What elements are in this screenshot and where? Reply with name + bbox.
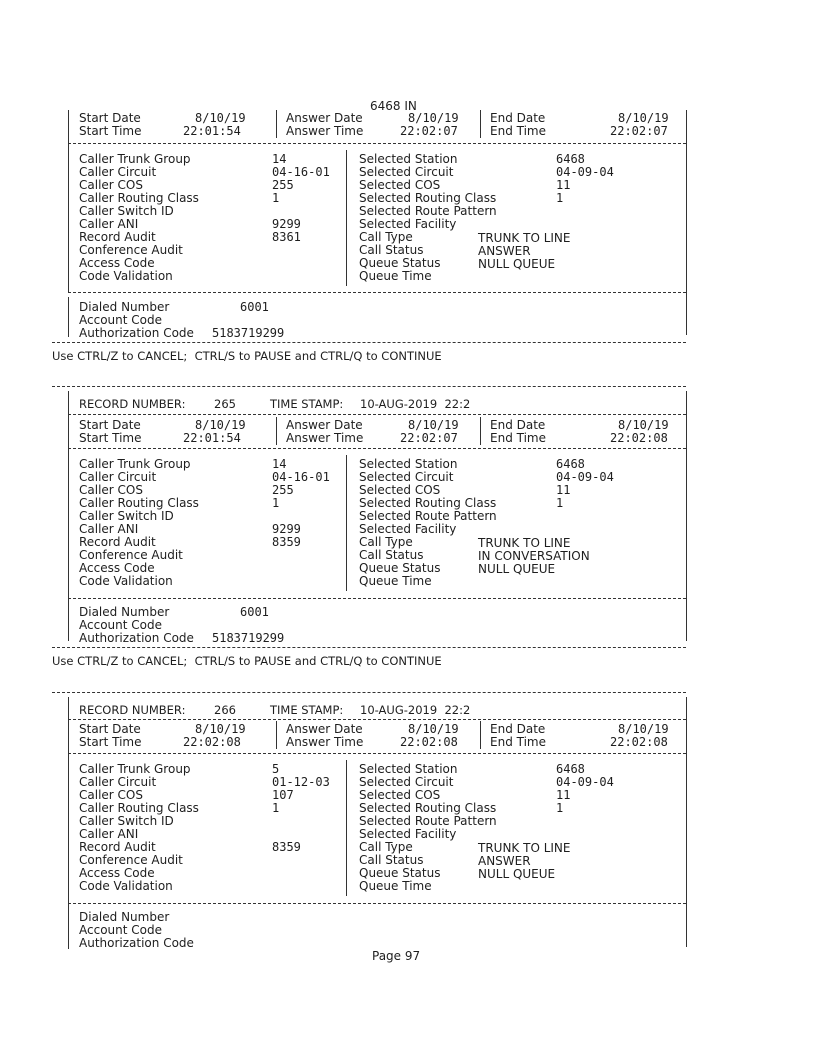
right-field-labels — [359, 763, 497, 893]
field-label: Queue Status — [359, 866, 441, 880]
field-value: 11 — [556, 483, 571, 497]
field-value: 9299 — [272, 217, 301, 231]
field-value: 6468 — [556, 152, 585, 166]
answer-time-label: Answer Time — [286, 124, 364, 138]
field-value: 8361 — [272, 230, 301, 244]
field-value: 04-16-01 — [272, 470, 330, 484]
start-date-value: 8/10/19 — [195, 111, 246, 125]
field-value: 1 — [556, 801, 564, 815]
field-label: Authorization Code — [79, 936, 194, 950]
field-value: 9299 — [272, 522, 301, 536]
field-label: Caller Circuit — [79, 775, 157, 789]
divider-line — [68, 292, 686, 293]
divider-line — [52, 342, 686, 343]
box-left-border — [68, 297, 69, 337]
left-field-values — [272, 153, 330, 244]
field-label: Queue Time — [359, 574, 432, 588]
right-field-values — [478, 842, 570, 881]
timestamp-label: TIME STAMP: — [270, 397, 344, 411]
end-date-value: 8/10/19 — [618, 111, 669, 125]
answer-time-label: Answer Time — [286, 431, 364, 445]
field-label: Call Status — [359, 853, 424, 867]
answer-date-value: 8/10/19 — [408, 111, 459, 125]
field-label: Record Audit — [79, 230, 156, 244]
field-value: 1 — [272, 191, 280, 205]
page-number: Page 97 — [372, 949, 421, 963]
field-label: Call Status — [359, 548, 424, 562]
field-label: Authorization Code — [79, 326, 194, 340]
start-date-label: Start Date — [79, 722, 141, 736]
field-label: Dialed Number — [79, 910, 170, 924]
field-label: Queue Time — [359, 269, 432, 283]
timestamp-label: TIME STAMP: — [270, 703, 344, 717]
field-value: 255 — [272, 178, 294, 192]
field-label: Selected Facility — [359, 827, 457, 841]
field-value: 14 — [272, 152, 287, 166]
end-date-value: 8/10/19 — [618, 418, 669, 432]
end-time-value: 22:02:08 — [610, 431, 668, 445]
answer-date-label: Answer Date — [286, 418, 363, 432]
left-field-labels — [79, 153, 199, 283]
record-header: 6468 IN — [370, 99, 417, 113]
field-label: Code Validation — [79, 879, 173, 893]
field-value: 04-09-04 — [556, 470, 614, 484]
field-label: Selected Station — [359, 762, 458, 776]
field-value: 11 — [556, 178, 571, 192]
field-label: Selected Route Pattern — [359, 509, 497, 523]
field-label: Caller ANI — [79, 217, 139, 231]
record-number-label: RECORD NUMBER: — [79, 397, 186, 411]
field-label: Caller COS — [79, 483, 143, 497]
field-label: Caller Trunk Group — [79, 762, 191, 776]
field-label: Caller Trunk Group — [79, 152, 191, 166]
field-label: Caller Switch ID — [79, 204, 174, 218]
field-value: 14 — [272, 457, 287, 471]
answer-time-value: 22:02:07 — [400, 124, 458, 138]
field-value: TRUNK TO LINE — [478, 536, 571, 550]
box-left-border — [68, 391, 69, 608]
field-value: 255 — [272, 483, 294, 497]
field-label: Queue Time — [359, 879, 432, 893]
field-label: Account Code — [79, 313, 162, 327]
field-label: Selected COS — [359, 483, 441, 497]
column-divider — [480, 417, 481, 445]
right-field-values — [478, 537, 590, 576]
field-label: Code Validation — [79, 269, 173, 283]
field-label: Caller Routing Class — [79, 496, 199, 510]
record-number: 266 — [214, 703, 236, 717]
field-value: 04-09-04 — [556, 775, 614, 789]
column-divider — [276, 110, 277, 138]
column-divider — [346, 150, 347, 286]
field-label: Caller Circuit — [79, 165, 157, 179]
field-label: Conference Audit — [79, 853, 183, 867]
field-label: Caller ANI — [79, 827, 139, 841]
end-time-label: End Time — [490, 735, 546, 749]
authorization-code-value: 5183719299 — [212, 326, 285, 340]
field-value: 6468 — [556, 762, 585, 776]
end-time-label: End Time — [490, 431, 546, 445]
field-label: Selected Facility — [359, 217, 457, 231]
record-number-label: RECORD NUMBER: — [79, 703, 186, 717]
end-date-label: End Date — [490, 111, 546, 125]
field-value: 1 — [272, 496, 280, 510]
field-label: Selected Routing Class — [359, 801, 497, 815]
column-divider — [346, 455, 347, 591]
end-time-label: End Time — [490, 124, 546, 138]
start-date-label: Start Date — [79, 418, 141, 432]
column-divider — [276, 417, 277, 445]
field-value: 8359 — [272, 535, 301, 549]
field-label: Selected Routing Class — [359, 191, 497, 205]
answer-time-value: 22:02:07 — [400, 431, 458, 445]
field-label: Queue Status — [359, 256, 441, 270]
left-field-values — [272, 458, 330, 549]
field-label: Selected Routing Class — [359, 496, 497, 510]
divider-line — [68, 719, 686, 720]
start-time-label: Start Time — [79, 431, 142, 445]
column-divider — [480, 110, 481, 138]
divider-line — [52, 692, 686, 693]
start-time-value: 22:01:54 — [183, 431, 241, 445]
field-label: Selected Circuit — [359, 775, 454, 789]
dialed-number-value: 6001 — [240, 300, 269, 314]
field-label: Selected COS — [359, 178, 441, 192]
field-label: Conference Audit — [79, 548, 183, 562]
field-value: 04-16-01 — [272, 165, 330, 179]
field-label: Access Code — [79, 256, 155, 270]
field-label: Caller Switch ID — [79, 814, 174, 828]
field-label: Selected Facility — [359, 522, 457, 536]
end-date-value: 8/10/19 — [618, 722, 669, 736]
column-divider — [480, 721, 481, 749]
field-label: Account Code — [79, 618, 162, 632]
field-value: 5 — [272, 762, 280, 776]
divider-line — [68, 598, 686, 599]
field-label: Caller Routing Class — [79, 191, 199, 205]
answer-date-value: 8/10/19 — [408, 418, 459, 432]
bottom-field-labels — [79, 301, 194, 340]
field-label: Queue Status — [359, 561, 441, 575]
field-value: ANSWER — [478, 854, 531, 868]
right-field-values — [478, 232, 570, 271]
dialed-number-value: 6001 — [240, 605, 269, 619]
field-label: Selected Route Pattern — [359, 204, 497, 218]
field-value: 01-12-03 — [272, 775, 330, 789]
left-field-values — [272, 763, 330, 854]
right-field-values — [556, 763, 614, 815]
start-time-value: 22:02:08 — [183, 735, 241, 749]
end-time-value: 22:02:07 — [610, 124, 668, 138]
field-label: Authorization Code — [79, 631, 194, 645]
field-label: Record Audit — [79, 535, 156, 549]
field-value: TRUNK TO LINE — [478, 231, 571, 245]
timestamp-value: 10-AUG-2019 22:2 — [360, 397, 471, 411]
box-left-border — [68, 697, 69, 949]
right-field-labels — [359, 153, 497, 283]
field-label: Selected Circuit — [359, 165, 454, 179]
field-label: Caller Circuit — [79, 470, 157, 484]
field-value: 11 — [556, 788, 571, 802]
field-label: Call Type — [359, 230, 413, 244]
divider-line — [68, 753, 686, 754]
field-label: Selected COS — [359, 788, 441, 802]
field-label: Caller ANI — [79, 522, 139, 536]
column-divider — [346, 760, 347, 896]
right-field-values — [556, 458, 614, 510]
field-value: IN CONVERSATION — [478, 549, 590, 563]
start-date-label: Start Date — [79, 111, 141, 125]
field-label: Caller COS — [79, 178, 143, 192]
timestamp-value: 10-AUG-2019 22:2 — [360, 703, 471, 717]
field-value: NULL QUEUE — [478, 867, 556, 881]
field-label: Access Code — [79, 866, 155, 880]
field-value: 6468 — [556, 457, 585, 471]
field-value: 107 — [272, 788, 294, 802]
field-value: 1 — [556, 496, 564, 510]
end-date-label: End Date — [490, 418, 546, 432]
divider-line — [68, 143, 686, 144]
box-right-border — [686, 110, 687, 335]
field-label: Record Audit — [79, 840, 156, 854]
field-label: Call Type — [359, 535, 413, 549]
record-number: 265 — [214, 397, 236, 411]
start-time-label: Start Time — [79, 735, 142, 749]
field-label: Call Status — [359, 243, 424, 257]
start-time-label: Start Time — [79, 124, 142, 138]
field-label: Caller Switch ID — [79, 509, 174, 523]
field-label: Selected Station — [359, 457, 458, 471]
field-value: NULL QUEUE — [478, 257, 556, 271]
bottom-field-labels — [79, 606, 194, 645]
field-label: Access Code — [79, 561, 155, 575]
field-value: TRUNK TO LINE — [478, 841, 571, 855]
field-label: Selected Station — [359, 152, 458, 166]
field-label: Selected Circuit — [359, 470, 454, 484]
column-divider — [276, 721, 277, 749]
answer-date-label: Answer Date — [286, 111, 363, 125]
field-value: NULL QUEUE — [478, 562, 556, 576]
field-value: 04-09-04 — [556, 165, 614, 179]
field-label: Account Code — [79, 923, 162, 937]
field-label: Caller Trunk Group — [79, 457, 191, 471]
box-right-border — [686, 391, 687, 641]
field-value: 8359 — [272, 840, 301, 854]
right-field-labels — [359, 458, 497, 588]
terminal-instructions: Use CTRL/Z to CANCEL; CTRL/S to PAUSE and CTRL/Q to CONTINUE — [52, 349, 442, 363]
answer-time-label: Answer Time — [286, 735, 364, 749]
answer-date-label: Answer Date — [286, 722, 363, 736]
left-field-labels — [79, 763, 199, 893]
box-left-border — [68, 601, 69, 641]
right-field-values — [556, 153, 614, 205]
field-label: Dialed Number — [79, 300, 170, 314]
field-value: ANSWER — [478, 244, 531, 258]
field-label: Caller Routing Class — [79, 801, 199, 815]
divider-line — [68, 448, 686, 449]
bottom-field-labels — [79, 911, 194, 950]
answer-date-value: 8/10/19 — [408, 722, 459, 736]
authorization-code-value: 5183719299 — [212, 631, 285, 645]
field-label: Call Type — [359, 840, 413, 854]
left-field-labels — [79, 458, 199, 588]
start-date-value: 8/10/19 — [195, 418, 246, 432]
field-value: 1 — [272, 801, 280, 815]
field-label: Dialed Number — [79, 605, 170, 619]
divider-line — [52, 386, 686, 387]
divider-line — [68, 903, 686, 904]
start-date-value: 8/10/19 — [195, 722, 246, 736]
field-label: Code Validation — [79, 574, 173, 588]
field-value: 1 — [556, 191, 564, 205]
box-right-border — [686, 697, 687, 947]
terminal-instructions: Use CTRL/Z to CANCEL; CTRL/S to PAUSE and CTRL/Q to CONTINUE — [52, 654, 442, 668]
end-date-label: End Date — [490, 722, 546, 736]
end-time-value: 22:02:08 — [610, 735, 668, 749]
box-left-border — [68, 110, 69, 293]
field-label: Selected Route Pattern — [359, 814, 497, 828]
field-label: Caller COS — [79, 788, 143, 802]
answer-time-value: 22:02:08 — [400, 735, 458, 749]
divider-line — [68, 414, 686, 415]
start-time-value: 22:01:54 — [183, 124, 241, 138]
divider-line — [52, 647, 686, 648]
field-label: Conference Audit — [79, 243, 183, 257]
